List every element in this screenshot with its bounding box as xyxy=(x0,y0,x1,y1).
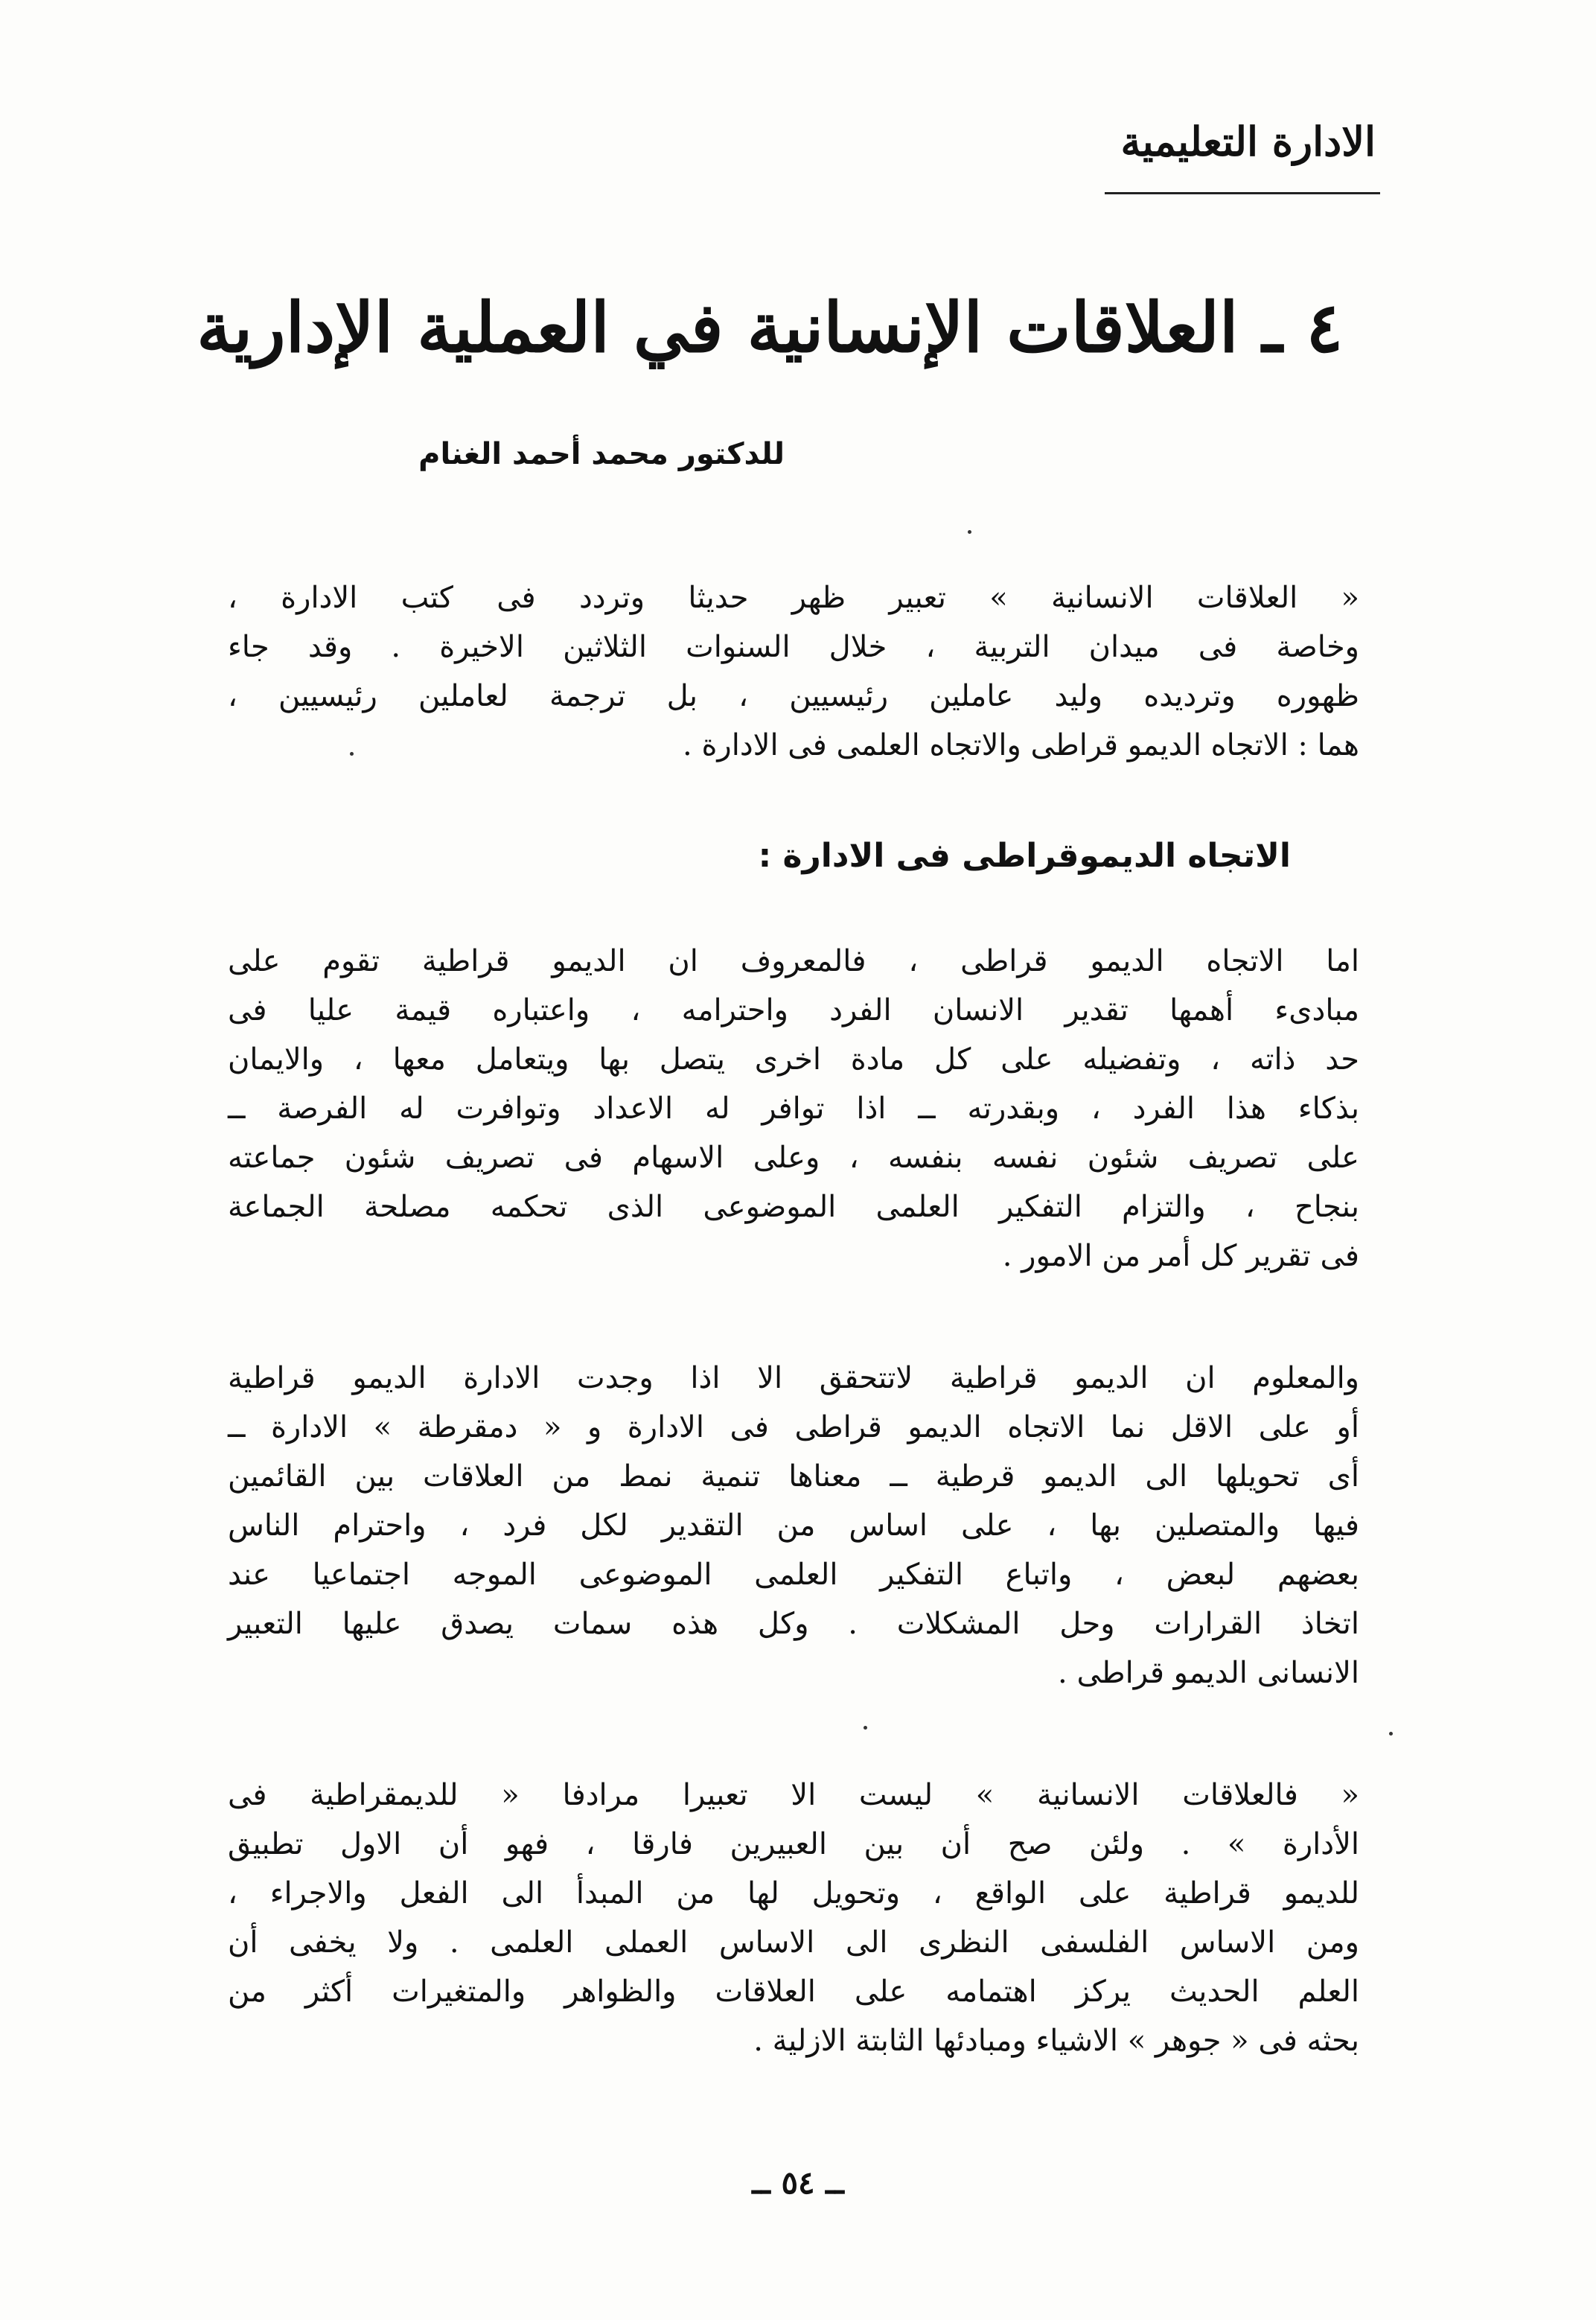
text-line: فى تقرير كل أمر من الامور . xyxy=(1002,1239,1359,1273)
author-line: للدكتور محمد أحمد الغنام xyxy=(418,437,785,471)
page-number: ــ ٥٤ ــ xyxy=(752,2164,844,2201)
text-line: هما : الاتجاه الديمو قراطى والاتجاه العلمى فى الادارة . xyxy=(683,728,1359,762)
text-line: بذكاء هذا الفرد ، وبقدرته ــ اذا توافر له الاعداد وتوافرت له الفرصة ــ xyxy=(228,1092,1359,1126)
running-head: الادارة التعليمية xyxy=(1120,118,1376,165)
text-line: ظهوره وترديده وليد عاملين رئيسيين ، بل ترجمة لعاملين رئيسيين ، xyxy=(228,679,1359,713)
article-title: ٤ ـ العلاقات الإنسانية في العملية الإدارية xyxy=(197,287,1343,368)
paragraph-intro xyxy=(228,573,1359,770)
paragraph-human-relations xyxy=(228,1771,1359,2065)
scan-speck xyxy=(1389,1732,1393,1736)
running-head-rule xyxy=(1105,192,1380,194)
text-line: للديمو قراطية على الواقع ، وتحويل لها من المبدأ الى الفعل والاجراء ، xyxy=(228,1876,1359,1911)
scan-speck xyxy=(864,1726,867,1730)
text-line: مبادىء أهمها تقدير الانسان الفرد واحترامه ، واعتباره قيمة عليا فى xyxy=(228,993,1359,1027)
text-line: الانسانى الديمو قراطى . xyxy=(1058,1656,1359,1690)
text-line: العلم الحديث يركز اهتمامه على العلاقات والظواهر والمتغيرات أكثر من xyxy=(228,1975,1359,2009)
text-line: اما الاتجاه الديمو قراطى ، فالمعروف ان الديمو قراطية تقوم على xyxy=(228,944,1359,978)
paragraph-democratic xyxy=(228,937,1359,1281)
text-line: اتخاذ القرارات وحل المشكلات . وكل هذه سمات يصدق عليها التعبير xyxy=(228,1607,1359,1641)
text-line: بعضهم لبعض ، واتباع التفكير العلمى الموضوعى الموجه اجتماعيا عند xyxy=(228,1558,1360,1592)
text-line: حد ذاته ، وتفضيله على كل مادة اخرى يتصل بها ويتعامل معها ، والايمان xyxy=(228,1042,1359,1077)
text-line: أو على الاقل نما الاتجاه الديمو قراطى فى الادارة و « دمقرطة » الادارة ــ xyxy=(228,1410,1359,1444)
text-line: ومن الاساس الفلسفى النظرى الى الاساس العملى العلمى . ولا يخفى أن xyxy=(228,1925,1359,1960)
scan-speck xyxy=(968,530,971,534)
text-line: « فالعلاقات الانسانية » ليست الا تعبيرا مرادفا « للديمقراطية فى xyxy=(228,1778,1359,1812)
text-line: الأدارة » . ولئن صح أن بين العبيرين فارقا ، فهو أن الاول تطبيق xyxy=(228,1827,1359,1861)
scan-speck xyxy=(350,752,354,756)
paragraph-administration xyxy=(228,1354,1359,1698)
text-line: بنجاح ، والتزام التفكير العلمى الموضوعى الذى تحكمه مصلحة الجماعة xyxy=(228,1190,1359,1224)
section-heading: الاتجاه الديموقراطى فى الادارة : xyxy=(758,837,1291,875)
text-line: وخاصة فى ميدان التربية ، خلال السنوات الثلاثين الاخيرة . وقد جاء xyxy=(228,630,1359,664)
text-line: فيها والمتصلين بها ، على اساس من التقدير لكل فرد ، واحترام الناس xyxy=(228,1508,1359,1543)
text-line: على تصريف شئون نفسه بنفسه ، وعلى الاسهام فى تصريف شئون جماعته xyxy=(228,1141,1359,1175)
text-line: « العلاقات الانسانية » تعبير ظهر حديثا وتردد فى كتب الادارة ، xyxy=(228,581,1359,615)
text-line: والمعلوم ان الديمو قراطية لاتتحقق الا اذا وجدت الادارة الديمو قراطية xyxy=(228,1361,1359,1395)
text-line: أى تحويلها الى الديمو قرطية ــ معناها تنمية نمط من العلاقات بين القائمين xyxy=(228,1459,1359,1494)
text-line: بحثه فى « جوهر » الاشياء ومبادئها الثابتة الازلية . xyxy=(753,2024,1359,2058)
